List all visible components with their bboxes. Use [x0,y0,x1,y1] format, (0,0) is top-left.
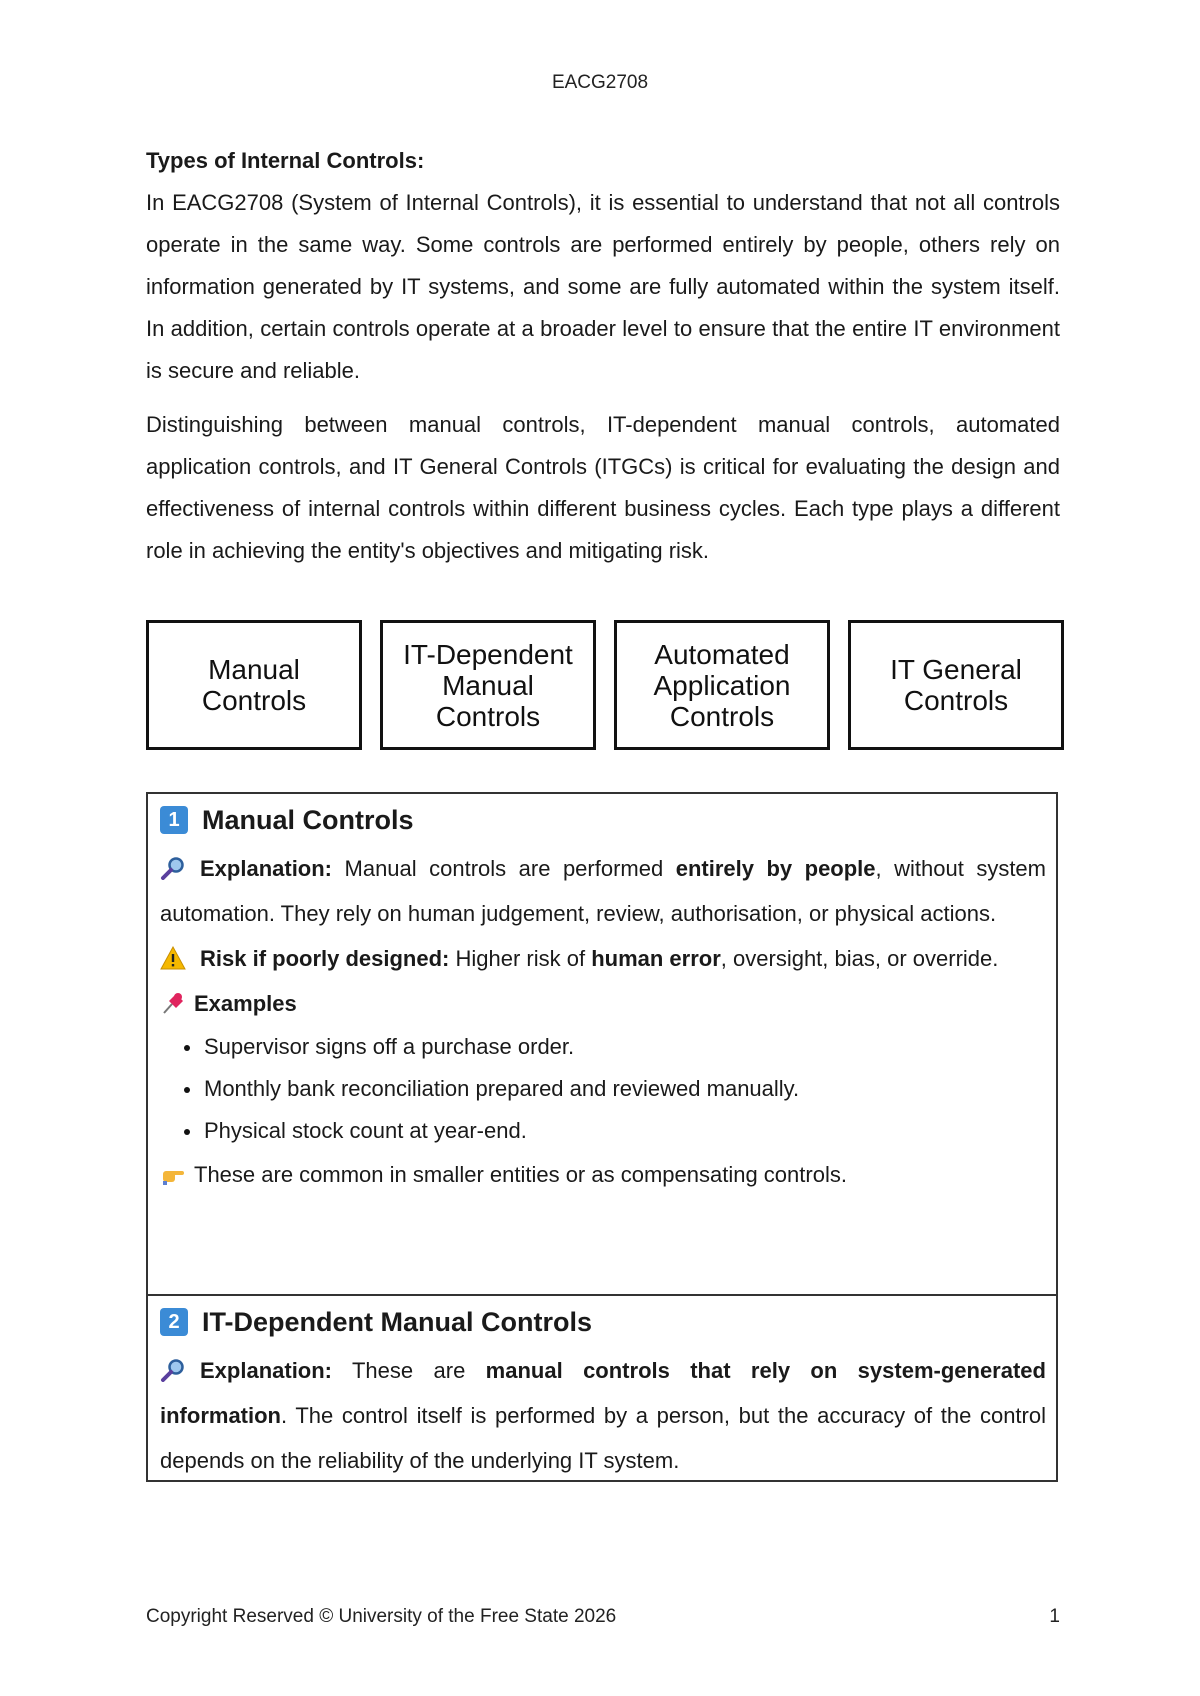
section-heading: Types of Internal Controls: [146,148,425,173]
box-it-general-controls: IT General Controls [848,620,1064,750]
list-item: Physical stock count at year-end. [204,1110,1046,1152]
explanation-text: Manual controls are performed [332,856,676,881]
explanation-text-end: . The control itself is performed by a person, but the accuracy of the control depends on the reliability of the underlying IT system. [160,1403,1046,1473]
pushpin-icon [160,991,186,1015]
note-paragraph [160,1152,1046,1197]
number-two-badge: 2 [160,1308,188,1336]
explanation-emphasis: manual controls that rely on system-generated information [160,1358,1046,1428]
box-manual-controls: Manual Controls [146,620,362,750]
pointing-hand-icon [160,1162,186,1186]
intro-paragraph-2: Distinguishing between manual controls, IT-dependent manual controls, automated application controls, and IT General Controls (ITGCs) is critical for evaluating the design and effectiveness of internal controls within different business cycles. Each type plays a different role in achieving the entity's objectives and mitigating risk. [146,412,1060,563]
risk-paragraph [160,936,1046,981]
intro-section [146,140,1060,584]
box-automated-application-controls: Automated Application Controls [614,620,830,750]
explanation-label: Explanation: [200,1358,333,1383]
explanation-label: Explanation: [200,856,333,881]
panel-title [160,800,1046,840]
list-item: Monthly bank reconciliation prepared and reviewed manually. [204,1068,1046,1110]
magnifying-glass-icon [160,1358,186,1382]
panel-title-text: IT-Dependent Manual Controls [202,1307,593,1337]
warning-icon [160,946,186,970]
explanation-text: These are [332,1358,486,1383]
intro-paragraph-1: In EACG2708 (System of Internal Controls), it is essential to understand that not all controls operate in the same way. Some controls are performed entirely by people, others rely on information generated by IT systems, and some are fully automated within the system itself. In addition, certain controls operate at a broader level to ensure that the entire IT environment is secure and reliable. [146,190,1060,383]
copyright-text: Copyright Reserved © University of the Free State 2026 [146,1606,617,1627]
explanation-emphasis: entirely by people [675,856,876,881]
magnifying-glass-icon [160,856,186,880]
control-types-diagram [146,620,1068,750]
risk-label: Risk if poorly designed: [200,946,450,971]
note-text: These are common in smaller entities or as compensating controls. [194,1162,847,1187]
manual-controls-panel [146,792,1058,1296]
panel-title [160,1302,1046,1342]
explanation-text-end: , without system automation. They rely on human judgement, review, authorisation, or physical actions. [160,856,1046,926]
number-one-badge: 1 [160,806,188,834]
page-footer [146,1606,1060,1628]
examples-heading [160,981,1046,1026]
examples-label: Examples [194,991,297,1016]
risk-emphasis: human error [591,946,721,971]
page-number: 1 [1049,1606,1060,1627]
explanation-paragraph [160,846,1046,936]
panel-title-text: Manual Controls [202,805,414,835]
it-dependent-manual-controls-panel [146,1294,1058,1482]
list-item: Supervisor signs off a purchase order. [204,1026,1046,1068]
explanation-paragraph [160,1348,1046,1483]
examples-list [160,1026,1046,1152]
risk-text: Higher risk of [449,946,592,971]
risk-text-end: , oversight, bias, or override. [720,946,999,971]
page-header: EACG2708 [551,72,649,93]
box-it-dependent-manual-controls: IT-Dependent Manual Controls [380,620,596,750]
